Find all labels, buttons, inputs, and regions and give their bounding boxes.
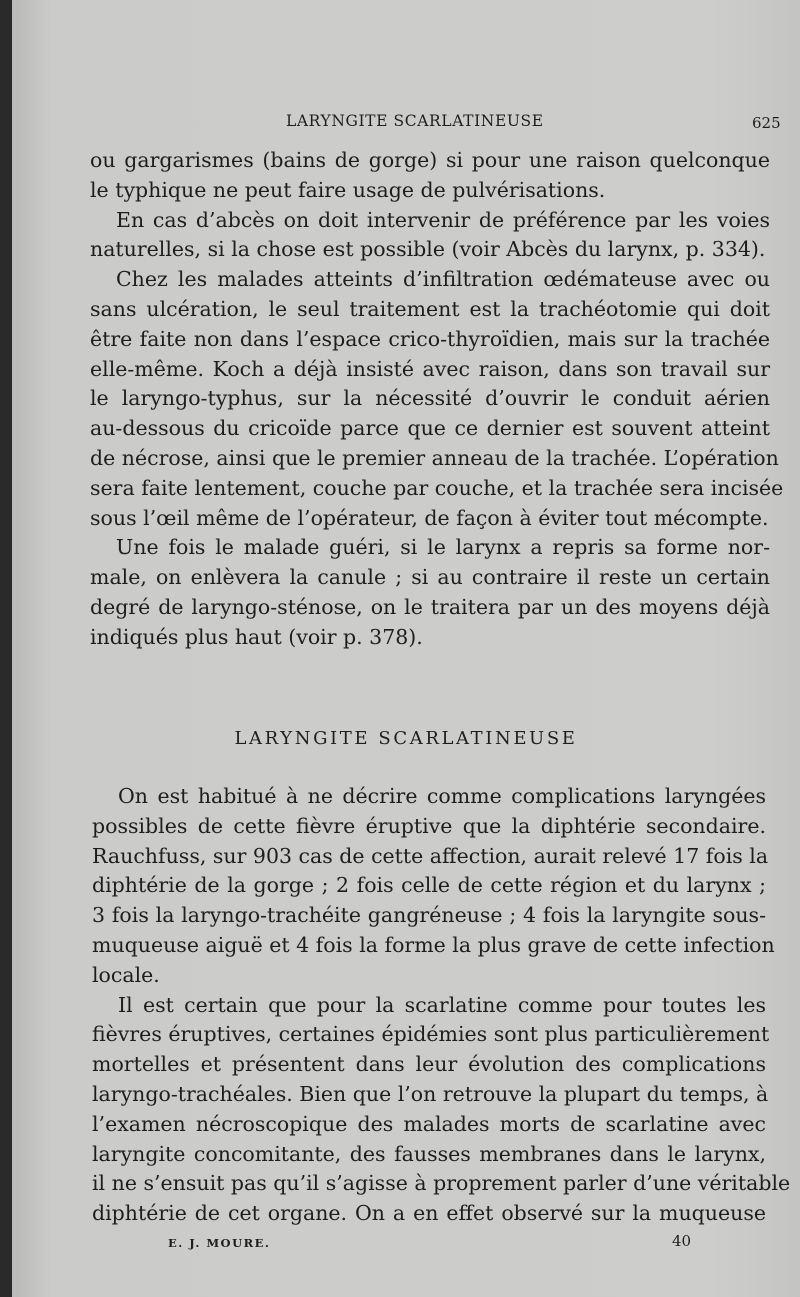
text-line: mortelles et présentent dans leur évolution des complications (92, 1052, 766, 1077)
text-line: laryngo-trachéales. Bien que l’on retrouve la plupart du temps, à (92, 1081, 769, 1106)
signature-mark: E. J. MOURE. (168, 1236, 271, 1250)
book-page (12, 0, 800, 1297)
section-heading: LARYNGITE SCARLATINEUSE (234, 728, 578, 749)
text-line: En cas d’abcès on doit intervenir de préférence par les voies (116, 207, 770, 232)
text-line: le laryngo-typhus, sur la nécessité d’ouvrir le conduit aérien (90, 386, 770, 411)
text-line: sans ulcération, le seul traitement est la trachéotomie qui doit (90, 296, 770, 321)
text-line: possibles de cette fièvre éruptive que la diphtérie secondaire. (92, 813, 766, 838)
text-line: sera faite lentement, couche par couche, et la trachée sera incisée (90, 475, 784, 500)
page-footer (12, 1232, 800, 1258)
text-line: Il est certain que pour la scarlatine comme pour toutes les (118, 992, 766, 1017)
text-line: muqueuse aiguë et 4 fois la forme la plus grave de cette infection (92, 932, 775, 957)
text-line: Une fois le malade guéri, si le larynx a repris sa forme nor- (116, 535, 770, 560)
running-title: LARYNGITE SCARLATINEUSE (286, 112, 544, 130)
typhoid-treatment-text (90, 146, 784, 653)
text-line: de nécrose, ainsi que le premier anneau de la trachée. L’opération (90, 445, 779, 470)
text-line: diphtérie de la gorge ; 2 fois celle de cette région et du larynx ; (92, 873, 766, 898)
text-line: 3 fois la laryngo-trachéite gangréneuse ; 4 fois la laryngite sous- (92, 903, 766, 928)
text-line: elle-même. Koch a déjà insisté avec raison, dans son travail sur (90, 356, 770, 381)
text-line: au-dessous du cricoïde parce que ce dernier est souvent atteint (90, 416, 770, 441)
text-line: Rauchfuss, sur 903 cas de cette affection, aurait relevé 17 fois la (92, 843, 769, 868)
scarlatinal-laryngitis-text (92, 782, 791, 1229)
text-line: le typhique ne peut faire usage de pulvérisations. (90, 177, 606, 202)
text-line: male, on enlèvera la canule ; si au contraire il reste un certain (90, 565, 770, 590)
text-line: locale. (92, 962, 160, 987)
text-line: diphtérie de cet organe. On a en effet observé sur la muqueuse (92, 1201, 766, 1226)
text-line: sous l’œil même de l’opérateur, de façon à éviter tout mécompte. (90, 505, 769, 530)
text-line: laryngite concomitante, des fausses membranes dans le larynx, (92, 1141, 766, 1166)
text-line: indiqués plus haut (voir p. 378). (90, 624, 423, 649)
text-line: On est habitué à ne décrire comme complications laryngées (118, 784, 766, 808)
text-line: naturelles, si la chose est possible (voir Abcès du larynx, p. 334). (90, 237, 766, 262)
sheet-number: 40 (672, 1232, 692, 1250)
text-line: l’examen nécroscopique des malades morts de scarlatine avec (92, 1111, 766, 1136)
text-line: fièvres éruptives, certaines épidémies sont plus particulièrement (92, 1022, 770, 1047)
text-line: être faite non dans l’espace crico-thyroïdien, mais sur la trachée (90, 326, 770, 351)
running-head (12, 110, 800, 140)
page-number: 625 (752, 114, 781, 132)
text-line: il ne s’ensuit pas qu’il s’agisse à proprement parler d’une véritable (92, 1171, 791, 1196)
text-line: Chez les malades atteints d’infiltration œdémateuse avec ou (116, 267, 770, 292)
text-line: degré de laryngo-sténose, on le traitera par un des moyens déjà (90, 594, 770, 619)
text-line: ou gargarismes (bains de gorge) si pour une raison quelconque (90, 148, 770, 172)
